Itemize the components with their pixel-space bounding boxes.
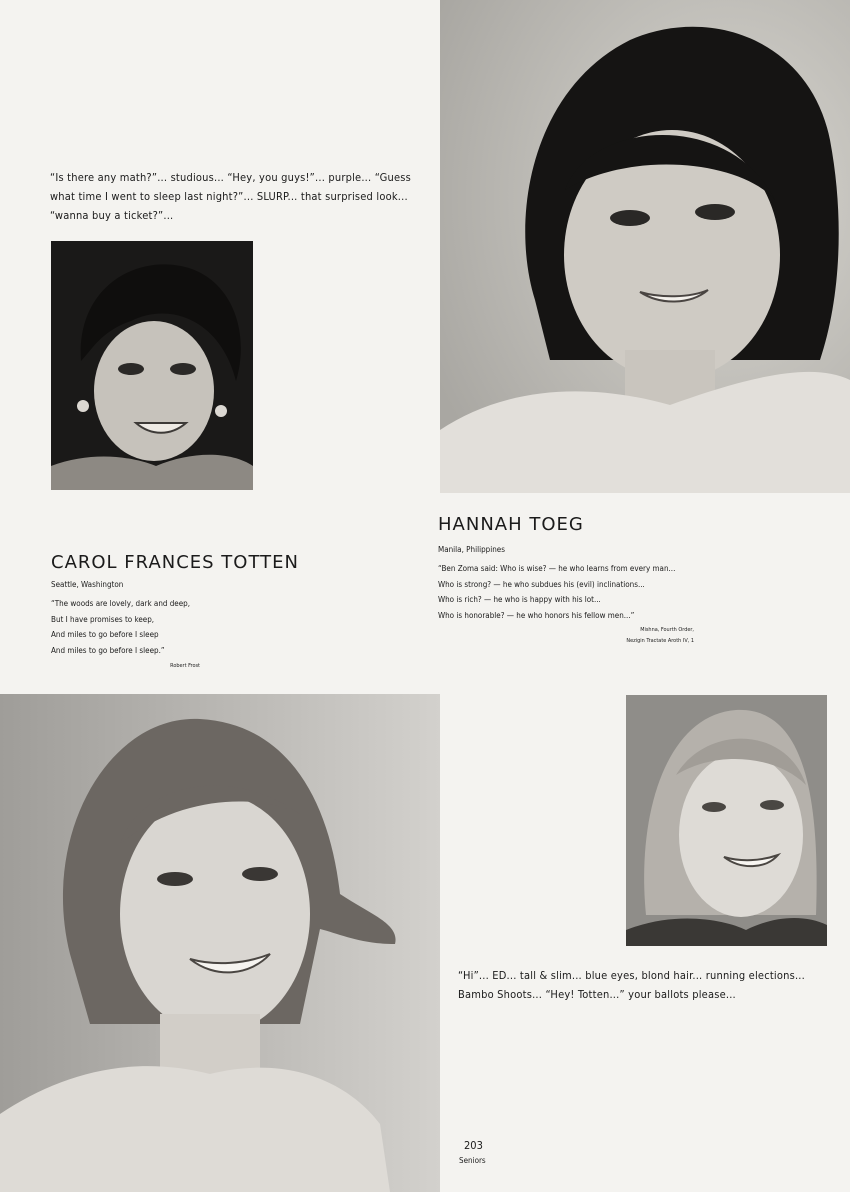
hannah-quote — [438, 561, 738, 623]
quote-line: Who is rich? — he who is happy with his lot... — [438, 595, 601, 604]
quote-line: “wanna buy a ticket?”... — [50, 209, 174, 222]
verse-line: And miles to go before I sleep — [51, 630, 159, 639]
quote-line: what time I went to sleep last night?”... SLURP... that surprised look... — [50, 190, 408, 203]
carol-location: Seattle, Washington — [51, 580, 124, 589]
source-line: Nezigin Tractate Aroth IV, 1 — [626, 638, 694, 644]
quote-line: Who is strong? — he who subdues his (evil) inclinations... — [438, 579, 645, 589]
candid-photo-bottom-right — [626, 695, 827, 946]
hannah-source — [560, 625, 694, 647]
portrait-hannah-toeg — [440, 0, 850, 493]
page-number: 203 — [464, 1139, 483, 1152]
senior-quote-top — [50, 168, 430, 225]
verse-line: “The woods are lovely, dark and deep, — [51, 599, 191, 608]
quote-line: “Is there any math?”... studious... “Hey, you guys!”... purple... “Guess — [50, 171, 411, 184]
candid-photo-top-left — [51, 241, 253, 490]
section-label: Seniors — [459, 1156, 486, 1165]
quote-line: Who is honorable? — he who honors his fellow men...” — [438, 610, 635, 620]
verse-line: But I have promises to keep, — [51, 614, 155, 624]
senior-quote-bottom — [458, 966, 838, 1004]
hannah-location: Manila, Philippines — [438, 545, 505, 554]
quote-line: “Ben Zoma said: Who is wise? — he who learns from every man... — [438, 564, 676, 573]
quote-line: “Hi”... ED... tall & slim... blue eyes, blond hair... running elections... — [458, 969, 805, 982]
source-line: Mishna, Fourth Order, — [640, 627, 694, 633]
portrait-carol-totten — [0, 694, 440, 1192]
verse-line: And miles to go before I sleep.” — [51, 645, 165, 655]
carol-name: CAROL FRANCES TOTTEN — [51, 552, 299, 573]
quote-line: Bambo Shoots... “Hey! Totten...” your ballots please... — [458, 988, 736, 1001]
hannah-name: HANNAH TOEG — [438, 514, 584, 535]
carol-attribution: Robert Frost — [170, 663, 200, 669]
carol-verse — [51, 596, 221, 658]
